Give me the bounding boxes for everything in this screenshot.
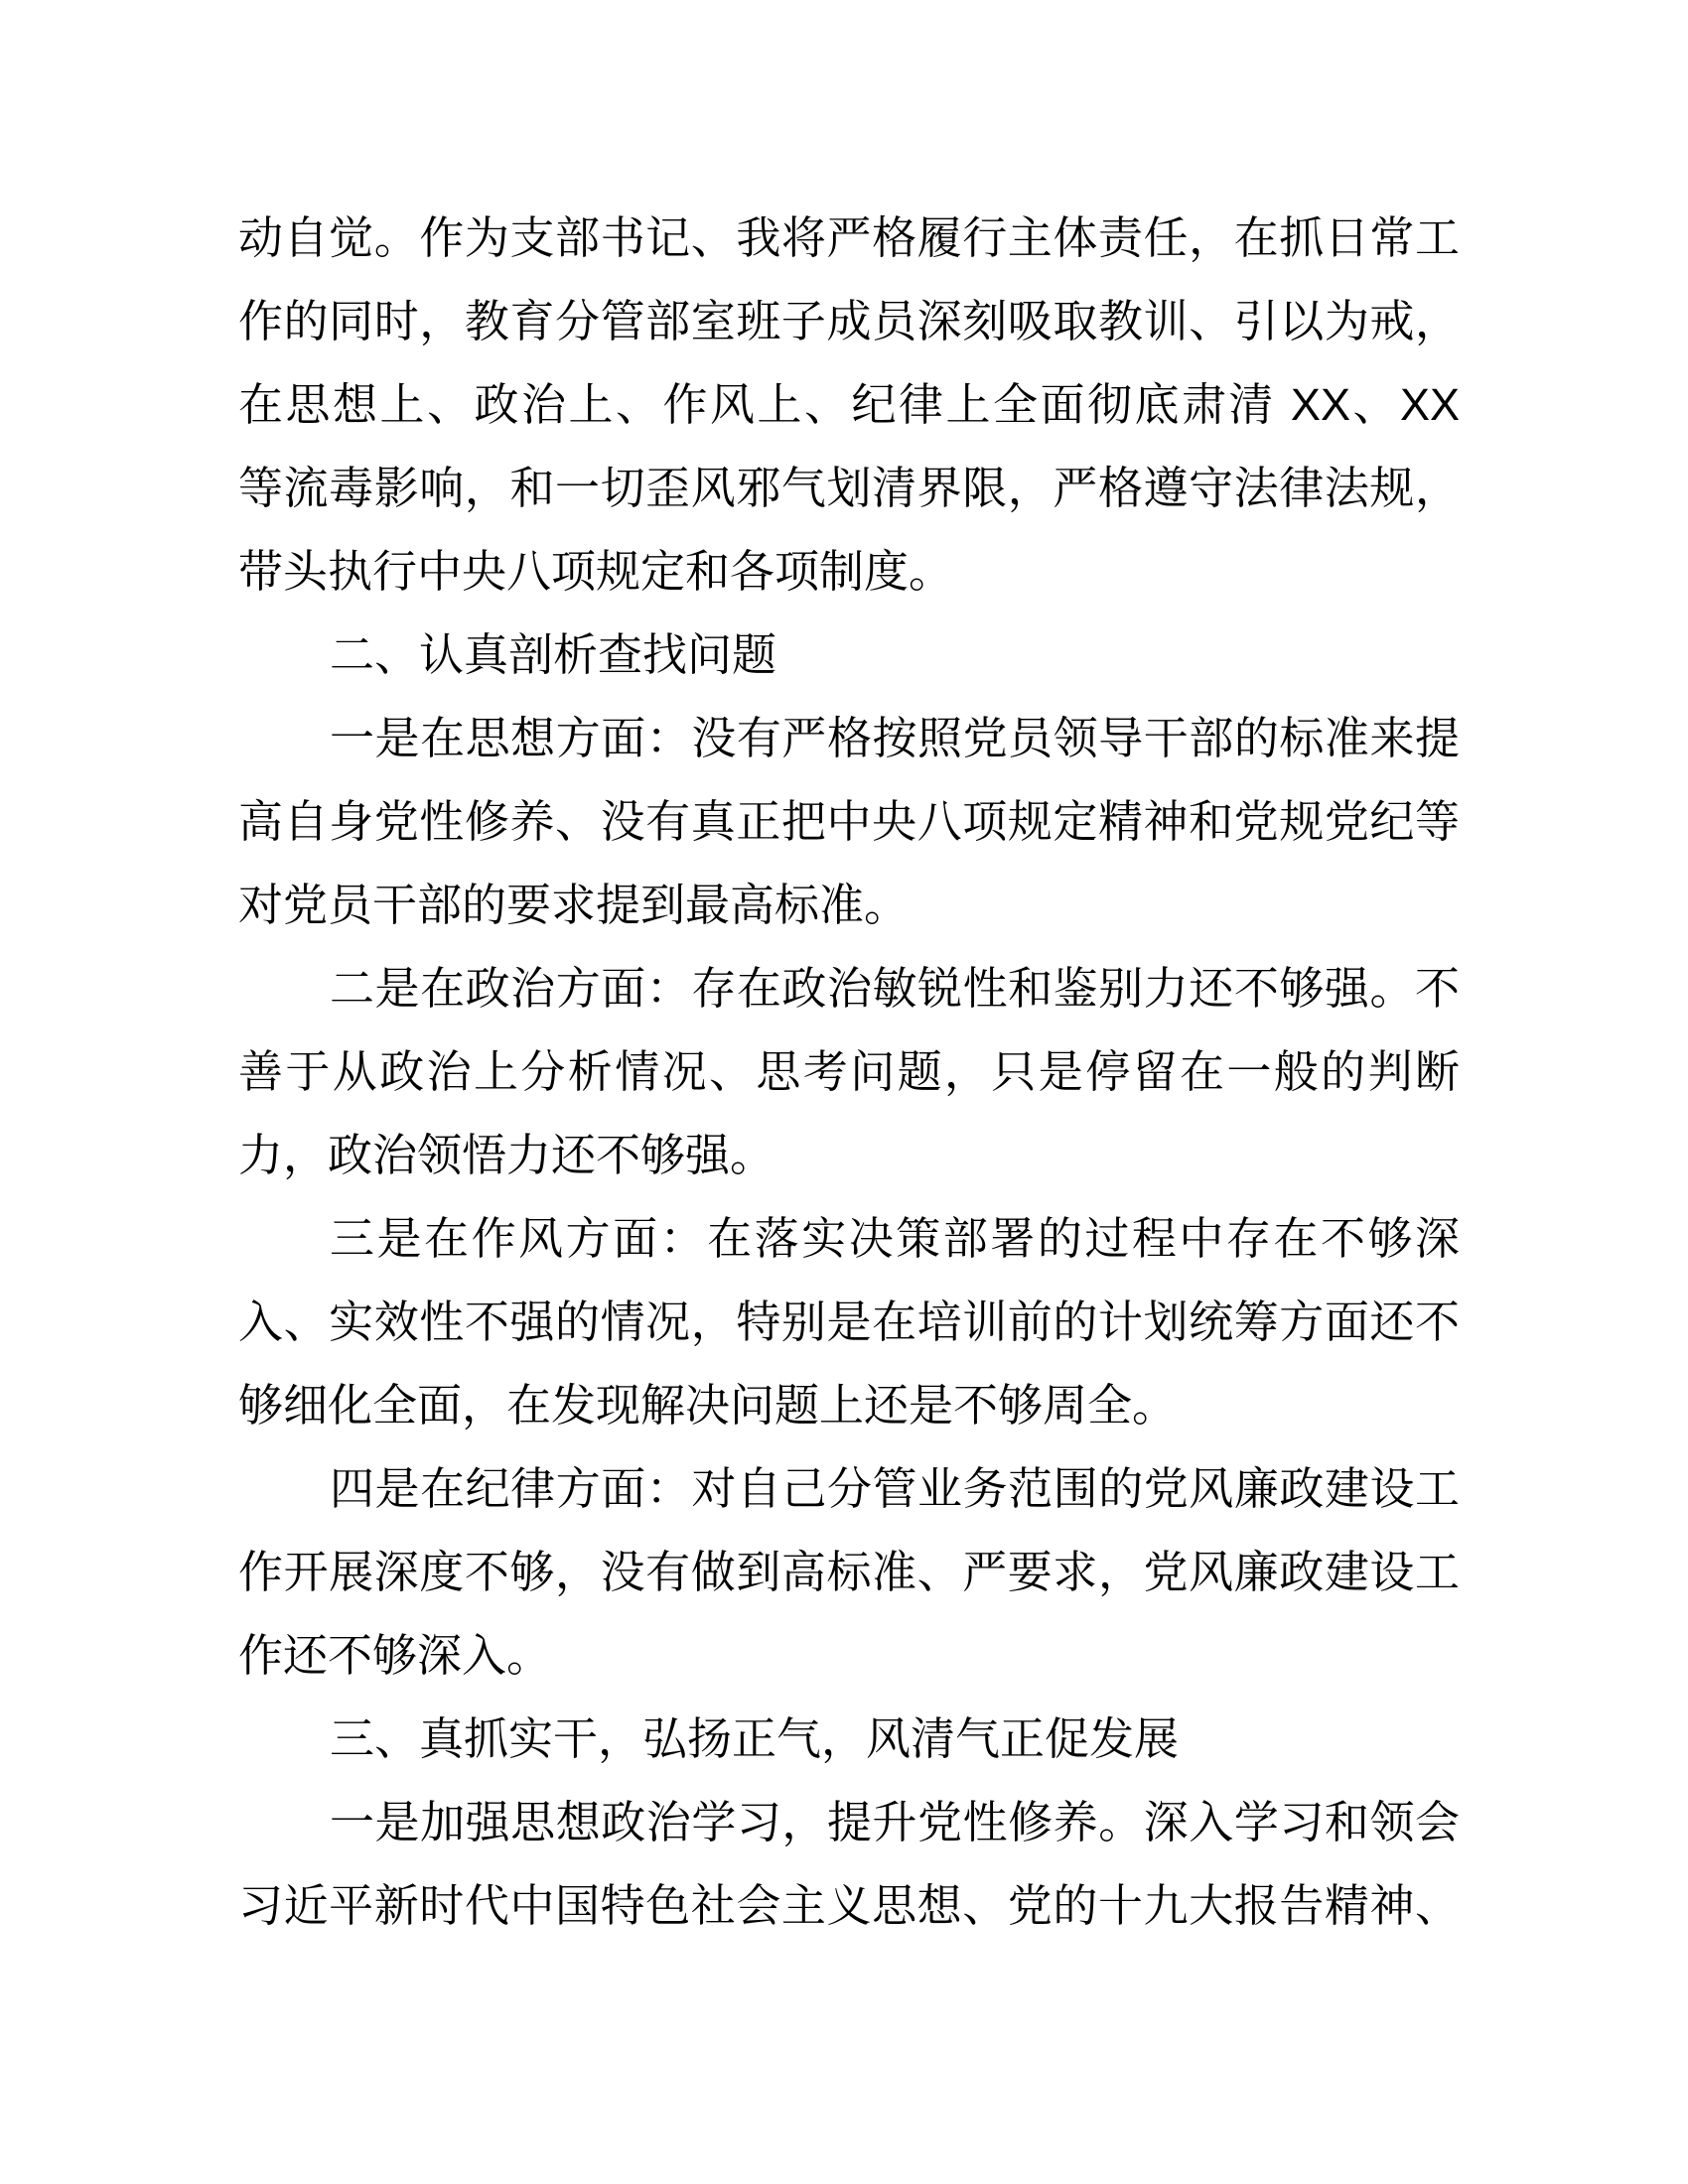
text-line: 一是在思想方面：没有严格按照党员领导干部的标准来提 [330, 713, 1460, 763]
text-line: 入、实效性不强的情况，特别是在培训前的计划统筹方面还不 [238, 1297, 1460, 1347]
text-line: 一是加强思想政治学习，提升党性修养。深入学习和领会 [330, 1797, 1460, 1847]
text-line: 作还不够深入。 [238, 1630, 552, 1681]
text-line: 力，政治领悟力还不够强。 [238, 1130, 775, 1180]
section-heading [238, 614, 1460, 697]
text-line: 在思想上、政治上、作风上、纪律上全面彻底肃清 XX、XX [238, 379, 1460, 430]
paragraph [238, 197, 1460, 614]
text-line: 四是在纪律方面：对自己分管业务范围的党风廉政建设工 [330, 1463, 1460, 1514]
text-line: 三、真抓实干，弘扬正气，风清气正促发展 [330, 1713, 1180, 1764]
paragraph [238, 947, 1460, 1197]
text-line: 带头执行中央八项规定和各项制度。 [238, 546, 954, 597]
text-line: 高自身党性修养、没有真正把中央八项规定精神和党规党纪等 [238, 796, 1460, 847]
text-line: 动自觉。作为支部书记、我将严格履行主体责任，在抓日常工 [238, 212, 1460, 263]
document-body [238, 197, 1460, 1948]
text-line: 二、认真剖析查找问题 [330, 629, 777, 680]
text-line: 善于从政治上分析情况、思考问题，只是停留在一般的判断 [238, 1046, 1460, 1097]
paragraph [238, 1781, 1460, 1948]
paragraph [238, 1197, 1460, 1447]
paragraph [238, 1447, 1460, 1698]
text-line: 作的同时，教育分管部室班子成员深刻吸取教训、引以为戒， [238, 296, 1460, 346]
text-line: 够细化全面，在发现解决问题上还是不够周全。 [238, 1380, 1178, 1431]
text-line: 对党员干部的要求提到最高标准。 [238, 880, 910, 930]
text-line: 三是在作风方面：在落实决策部署的过程中存在不够深 [330, 1213, 1460, 1264]
text-line: 二是在政治方面：存在政治敏锐性和鉴别力还不够强。不 [330, 963, 1460, 1014]
text-line: 习近平新时代中国特色社会主义思想、党的十九大报告精神、 [238, 1880, 1460, 1931]
section-heading [238, 1698, 1460, 1781]
text-line: 等流毒影响，和一切歪风邪气划清界限，严格遵守法律法规， [238, 463, 1460, 513]
paragraph [238, 697, 1460, 947]
text-line: 作开展深度不够，没有做到高标准、严要求，党风廉政建设工 [238, 1547, 1460, 1597]
